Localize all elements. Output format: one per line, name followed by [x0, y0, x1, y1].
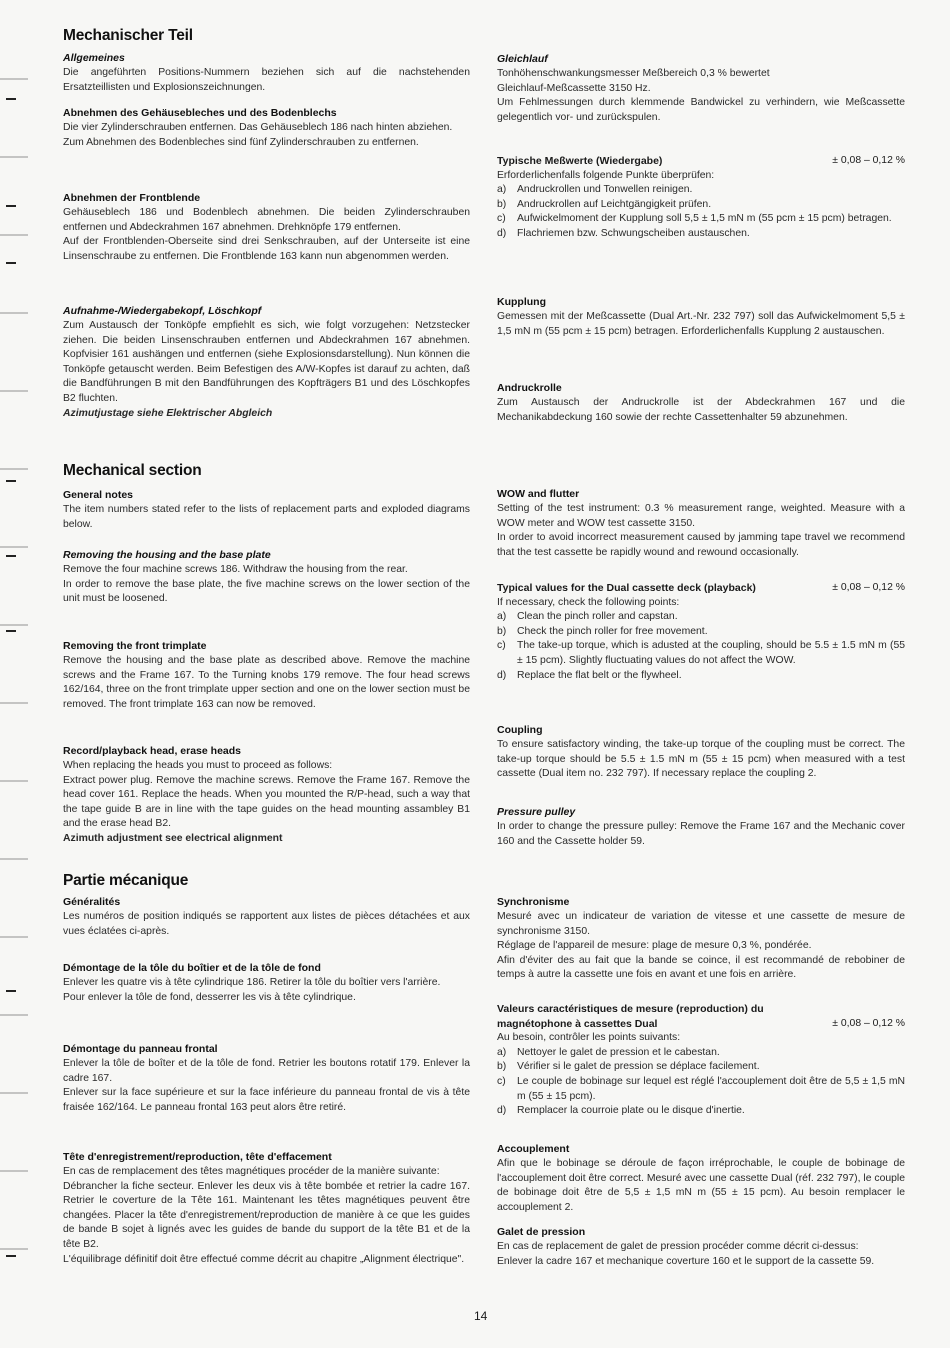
- en-typical-value: ± 0,08 – 0,12 %: [832, 582, 905, 593]
- page-number: 14: [474, 1309, 488, 1323]
- de-typical-list: [497, 183, 905, 241]
- de-typical-value: ± 0,08 – 0,12 %: [832, 155, 905, 166]
- de-coupling-text: Gemessen mit der Meßcassette (Dual Art.-Nr. 232 797) soll das Aufwickelmoment 5,5 ± 1,5 mN m (55 pcm ± 15 pcm) betragen. Erforderlichenfalls Kupplung 2 austauschen.: [497, 311, 905, 337]
- de-typical-row: [497, 154, 905, 169]
- de-head: [63, 305, 470, 421]
- en-coupling-heading: Coupling: [497, 724, 543, 736]
- de-housing-heading: Abnehmen des Gehäusebleches und des Bodenblechs: [63, 107, 337, 119]
- en-front-heading: Removing the front trimplate: [63, 640, 207, 652]
- fr-typical-list: [497, 1046, 905, 1119]
- fr-sync: [497, 896, 905, 983]
- de-flutter-text-2: Gleichlauf-Meßcassette 3150 Hz.: [497, 82, 651, 94]
- list-item: b) Andruckrollen auf Leichtgängigkeit prüfen.: [497, 198, 712, 210]
- list-item: a) Nettoyer le galet de pression et le cabestan.: [497, 1046, 720, 1058]
- en-general-text: The item numbers stated refer to the lists of replacement parts and exploded diagrams below.: [63, 504, 470, 530]
- list-item: d) Remplacer la courroie plate ou le disque d'inertie.: [497, 1105, 745, 1117]
- en-pulley: [497, 806, 905, 849]
- en-coupling-text: To ensure satisfactory winding, the take-up torque of the coupling must be correct. The take-up torque should be 5.5 ± 1.5 mN m (55 ± 15 pcm) when measured with a test cassette (Dual item no. 232 797). If necessary replace the coupling 2.: [497, 739, 905, 780]
- en-typical-intro: If necessary, check the following points:: [497, 596, 680, 608]
- de-flutter-text-1: Tonhöhenschwankungsmesser Meßbereich 0,3 % bewertet: [497, 68, 770, 79]
- list-item: d) Flachriemen bzw. Schwungscheiben austauschen.: [497, 227, 750, 239]
- list-item: d) Replace the flat belt or the flywheel.: [497, 669, 682, 681]
- en-typical-row: [497, 581, 905, 596]
- en-housing-heading: Removing the housing and the base plate: [63, 549, 271, 561]
- fr-housing-heading: Démontage de la tôle du boîtier et de la tôle de fond: [63, 962, 321, 974]
- de-housing-text-1: Die vier Zylinderschrauben entfernen. Das Gehäuseblech 186 nach hinten abziehen.: [63, 122, 453, 133]
- de-front-text-2: Auf der Frontblenden-Oberseite sind drei Senkschrauben, auf der Unterseite ist eine Linsenschraube zu entfernen. Die Frontblende 163 kann nun abgenommen werden.: [63, 236, 470, 262]
- list-item: c) Le couple de bobinage sur lequel est réglé l'accouplement doit être de 5,5 ± 1,5 mN m (55 ± 15 pcm).: [497, 1075, 905, 1102]
- de-front: [63, 192, 470, 264]
- en-section-title: Mechanical section: [63, 462, 202, 479]
- en-pulley-text: In order to change the pressure pulley: Remove the Frame 167 and the Mechanic cover 160 and the Cassette holder 59.: [497, 821, 905, 847]
- fr-section: [63, 872, 470, 896]
- fr-general-text: Les numéros de position indiqués se rapportent aux listes de pièces détachées et aux vues éclatées ci-après.: [63, 911, 470, 937]
- fr-typical-heading: Valeurs caractéristiques de mesure (reproduction) du magnétophone à cassettes Dual: [497, 1003, 764, 1030]
- fr-head-text-3: L'équilibrage définitif doit être effectué comme décrit au chapitre „Alignment électrique".: [63, 1253, 465, 1265]
- fr-head-text-1: En cas de remplacement des têtes magnétiques procéder de la manière suivante:: [63, 1166, 440, 1177]
- de-roller: [497, 382, 905, 425]
- en-general-heading: General notes: [63, 489, 134, 501]
- en-housing-text-2: In order to remove the base plate, the five machine screws on the lower section of the unit must be loosened.: [63, 578, 470, 605]
- fr-sync-text-1: Mesuré avec un indicateur de variation de vitesse et une cassette de mesure de synchronisme 3150.: [497, 911, 905, 937]
- fr-coupling-heading: Accouplement: [497, 1143, 570, 1155]
- de-roller-text: Zum Austausch der Andruckrolle ist der Abdeckrahmen 167 und die Mechanikabdeckung 160 sowie der rechte Cassettenhalter 59 abzunehmen.: [497, 397, 905, 423]
- fr-front: [63, 1043, 470, 1115]
- de-front-text-1: Gehäuseblech 186 und Bodenblech abnehmen. Die beiden Zylinderschrauben entfernen und Abdeckrahmen 167 abnehmen. Drehknöpfe 179 entfernen.: [63, 207, 470, 233]
- fr-head-heading: Tête d'enregistrement/reproduction, tête d'effacement: [63, 1151, 332, 1163]
- de-flutter-heading: Gleichlauf: [497, 53, 548, 65]
- en-head-note: Azimuth adjustment see electrical alignment: [63, 832, 283, 844]
- fr-coupling-text: Afin que le bobinage se déroule de façon irréprochable, le couple de bobinage de l'accouplement doit être correct. Mesuré avec une cassette Dual (réf. 232 797), le couple de bobinage doit être de 5,5 ± 1,5 mN m (55 ± 15 pcm). Au besoin remplacer le accouplement 2.: [497, 1158, 906, 1213]
- en-section: [63, 462, 470, 486]
- de-section-title: Mechanischer Teil: [63, 27, 193, 44]
- de-flutter-text-3: Um Fehlmessungen durch klemmende Bandwickel zu verhindern, wie Meßcassette gelegentlich vor- und zurückspulen.: [497, 97, 905, 123]
- fr-sync-text-2: Réglage de l'appareil de mesure: plage de mesure 0,3 %, pondérée.: [497, 940, 812, 952]
- de-general-heading: Allgemeines: [63, 52, 125, 64]
- fr-head-text-2: Débrancher la fiche secteur. Enlever les deux vis à tête bombée et retrier la cadre 167. Retrier le coverture de la Tête 161. Maintenant les têtes magnétiques peuvent être changées. Placer la tête d'enregistrement/reproduction de manière à ce que les guides de bande B sojet à lignés avec les guides de bande du support de la tête B1 et de la tête B2.: [63, 1180, 470, 1250]
- fr-sync-heading: Synchronisme: [497, 896, 570, 908]
- fr-sync-text-3: Afin d'éviter des au fait que la bande se coince, il est recommandé de rebobiner de temps à autre la cassette une fois en avant et une fois en arrière.: [497, 954, 905, 981]
- fr-general: [63, 896, 470, 939]
- fr-typical-intro: Au besoin, contrôler les points suivants:: [497, 1032, 681, 1044]
- fr-head: [63, 1151, 470, 1267]
- fr-typical: [497, 1002, 905, 1119]
- en-pulley-heading: Pressure pulley: [497, 806, 576, 818]
- en-housing-text-1: Remove the four machine screws 186. Withdraw the housing from the rear.: [63, 564, 408, 575]
- de-coupling: [497, 296, 905, 339]
- fr-typical-value: ± 0,08 – 0,12 %: [832, 1017, 905, 1029]
- list-item: a) Andruckrollen und Tonwellen reinigen.: [497, 184, 693, 196]
- list-item: c) Aufwickelmoment der Kupplung soll 5,5 ± 1,5 mN m (55 pcm ± 15 pcm) betragen.: [497, 213, 892, 225]
- fr-typical-row: [497, 1002, 905, 1031]
- fr-pulley-text-1: En cas de replacement de galet de pression procéder comme décrit ci-dessus:: [497, 1241, 859, 1252]
- de-housing: [63, 107, 470, 150]
- de-section: [63, 27, 470, 51]
- en-front: [63, 640, 470, 712]
- de-coupling-heading: Kupplung: [497, 296, 546, 308]
- de-head-text: Zum Austausch der Tonköpfe empfiehlt es sich, wie folgt vorzugehen: Netzstecker ziehen. Die beiden Linsenschrauben entfernen und Abdeckrahmen 167 abnehmen. Kopfvisier 161 aushängen und entfernen (siehe Explosionsdarstellung). Nun können die Tonköpfe getauscht werden. Beim Befestigen des A/W-Kopfes ist darauf zu achten, daß die Bandführungen B mit den Bandführungen des Kopfträgers B1 und des Löschkopfes B2 fluchten.: [63, 320, 470, 404]
- de-typical-heading: Typische Meßwerte (Wiedergabe): [497, 155, 663, 167]
- de-typical: [497, 154, 905, 242]
- en-head-text-1: When replacing the heads you must to proceed as follows:: [63, 760, 333, 771]
- en-wow: [497, 488, 905, 560]
- list-item: b) Vérifier si le galet de pression se déplace facilement.: [497, 1061, 760, 1073]
- en-head-heading: Record/playback head, erase heads: [63, 745, 242, 757]
- fr-front-text-2: Enlever sur la face supérieure et sur la face inférieure du panneau frontal de vis à tête fraisée 162/164. Le panneau frontal 163 peut alors être retiré.: [63, 1087, 470, 1113]
- en-wow-text-2: In order to avoid incorrect measurement caused by jamming tape travel we recommend that the test cassette be rapidly wound and rewound occasionally.: [497, 532, 905, 558]
- fr-section-title: Partie mécanique: [63, 872, 189, 889]
- fr-front-text-1: Enlever la tôle de boîter et de la tôle de fond. Retrier les boutons rotatif 179. Enlever la cadre 167.: [63, 1058, 470, 1084]
- en-general: [63, 489, 470, 532]
- fr-housing-text-2: Pour enlever la tôle de fond, desserrer les vis à tête cylindrique.: [63, 991, 356, 1003]
- de-front-heading: Abnehmen der Frontblende: [63, 192, 201, 204]
- en-typical: [497, 581, 905, 683]
- de-roller-heading: Andruckrolle: [497, 382, 562, 394]
- en-typical-list: [497, 610, 905, 683]
- en-typical-heading: Typical values for the Dual cassette deck (playback): [497, 582, 756, 594]
- fr-housing: [63, 962, 470, 1005]
- list-item: c) The take-up torque, which is adusted at the coupling, should be 5.5 ± 1.5 mN m (55 ± 15 pcm). Slightly fluctuating values do not affect the WOW.: [497, 640, 905, 666]
- de-general: [63, 52, 470, 95]
- en-head-text-2: Extract power plug. Remove the machine screws. Remove the Frame 167. Remove the head cover 161. Replace the heads. When you mounted the R/P-head, such a way that the tape guide B are in line with the tape guides on the head mounting assambley B1 and the erase head B2.: [63, 774, 470, 830]
- en-head: [63, 745, 470, 847]
- en-coupling: [497, 724, 905, 782]
- de-housing-text-2: Zum Abnehmen des Bodenbleches sind fünf Zylinderschrauben zu entfernen.: [63, 136, 419, 148]
- fr-coupling: [497, 1143, 905, 1215]
- de-general-text: Die angeführten Positions-Nummern beziehen sich auf die nachstehenden Ersatzteillisten und Explosionszeichnungen.: [63, 67, 470, 93]
- fr-pulley-text-2: Enlever la cadre 167 et mechanique coverture 160 et le support de la cassette 59.: [497, 1255, 875, 1267]
- list-item: b) Check the pinch roller for free movement.: [497, 625, 708, 637]
- fr-pulley-heading: Galet de pression: [497, 1226, 586, 1238]
- list-item: a) Clean the pinch roller and capstan.: [497, 611, 678, 623]
- de-flutter: [497, 53, 905, 125]
- fr-front-heading: Démontage du panneau frontal: [63, 1043, 218, 1055]
- de-head-heading: Aufnahme-/Wiedergabekopf, Löschkopf: [63, 305, 262, 317]
- fr-pulley: [497, 1226, 905, 1269]
- de-head-note: Azimutjustage siehe Elektrischer Abgleich: [63, 407, 273, 419]
- en-front-text: Remove the housing and the base plate as described above. Remove the machine screws and the Frame 167. To the Turning knobs 179 remove. The four head screws 162/164, three on the front trimplate upper section and one on the lower section must be removed. The front trimplate 163 can now be removed.: [63, 655, 470, 710]
- en-wow-heading: WOW and flutter: [497, 488, 580, 500]
- en-wow-text-1: Setting of the test instrument: 0.3 % measurement range, weighted. Measure with a WOW meter and WOW test cassette 3150.: [497, 503, 905, 529]
- de-typical-intro: Erforderlichenfalls folgende Punkte überprüfen:: [497, 169, 715, 181]
- fr-housing-text-1: Enlever les quatre vis à tête cylindrique 186. Retirer la tôle du boîtier vers l'arrière.: [63, 977, 441, 988]
- en-housing: [63, 549, 470, 607]
- fr-general-heading: Généralités: [63, 896, 121, 908]
